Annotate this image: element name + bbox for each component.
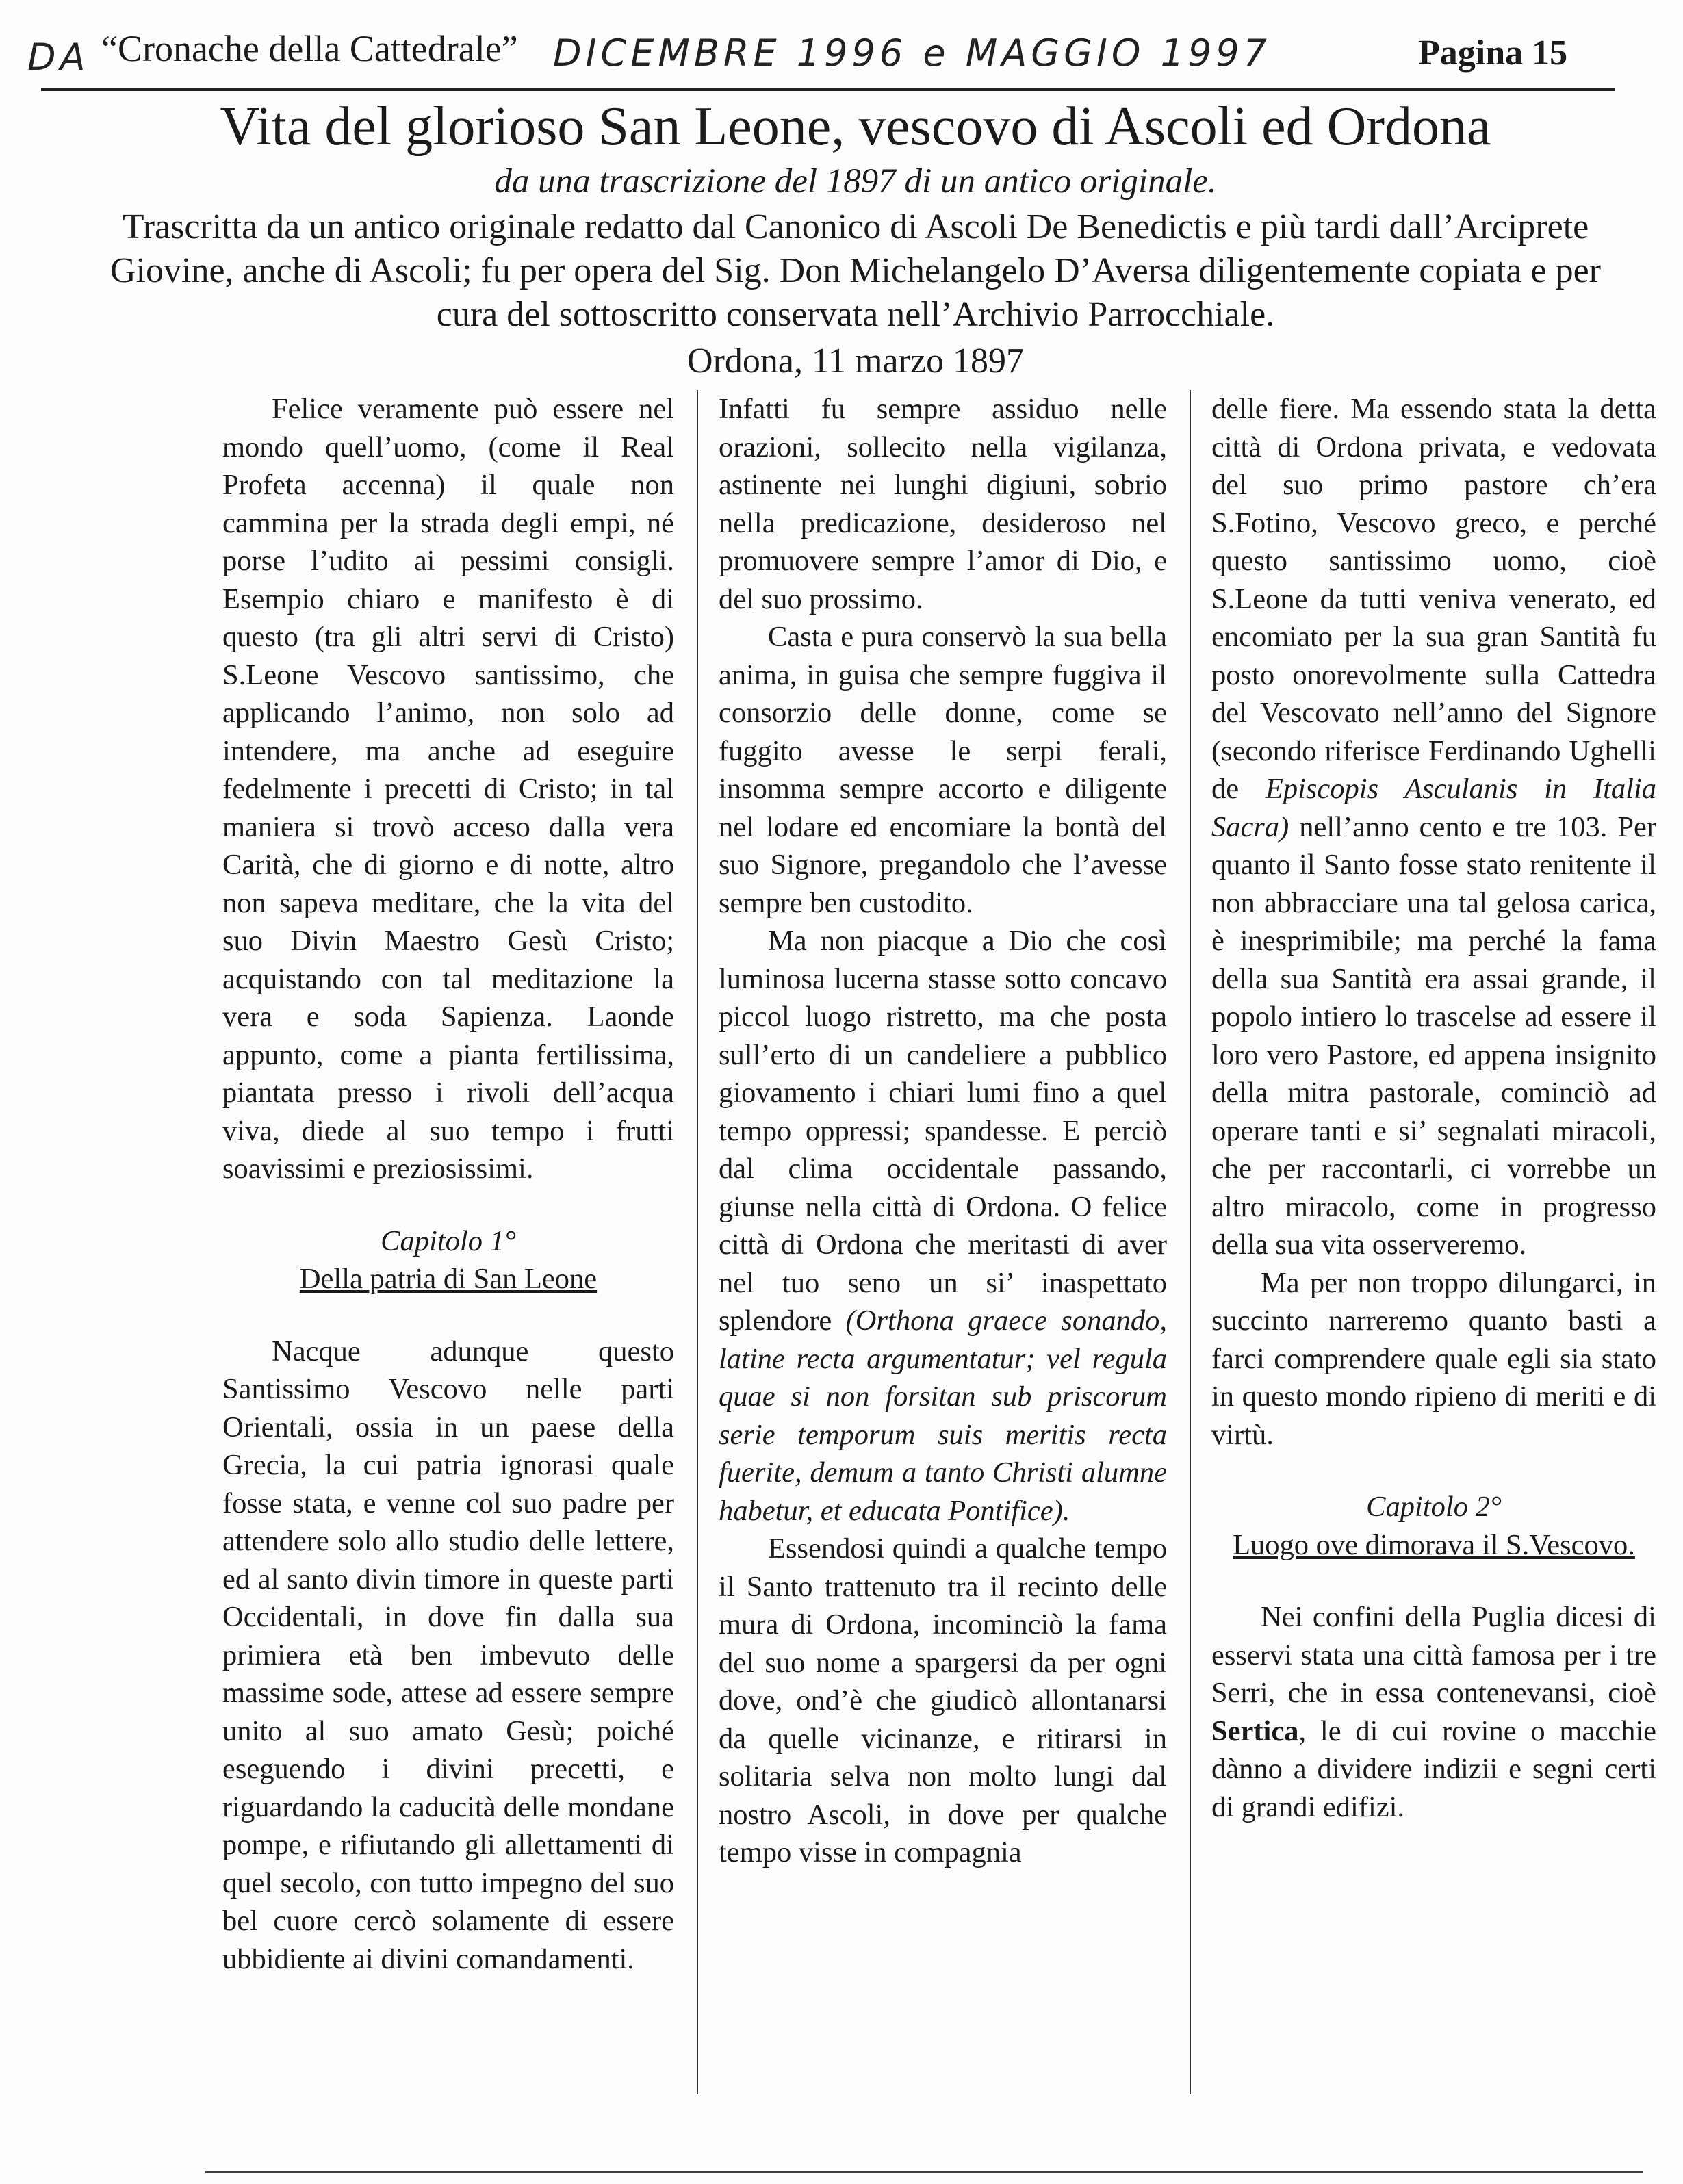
chapter-1-subtitle: Della patria di San Leone (299, 1263, 598, 1295)
article-subtitle: da una trascrizione del 1897 di un antico originale. (494, 162, 1217, 201)
column-3 (1211, 390, 1656, 1826)
paragraph: Ma per non troppo dilungarci, in succinto narreremo quanto basti a farci comprendere quale egli sia stato in questo mondo ripieno di meriti e di virtù. (1211, 1266, 1656, 1451)
publication-name: “Cronache della Cattedrale” (101, 28, 518, 69)
article-dateline: Ordona, 11 marzo 1897 (687, 342, 1024, 381)
paragraph: Essendosi quindi a qualche tempo il Santo trattenuto tra il recinto delle mura di Ordona, incominciò la fama del suo nome a spargersi da per ogni dove, ond’è che giudicò allontanarsi da quelle vicinanze, e ritirarsi in solitaria selva non molto lungi dal nostro Ascoli, in dove per qualche tempo visse in compagnia (719, 1532, 1167, 1868)
paragraph (1211, 390, 1656, 1264)
paragraph-text: nell’anno cento e tre 103. Per quanto il Santo fosse stato renitente il non abbracciare una tal gelosa carica, è inesprimibile; ma perché la fama della sua Santità era assai grande, il popolo intiero lo trascelse ad essere il loro vero Pastore, ed appena insignito della mitra pastorale, cominciò ad operare tanti e si’ segnalati miracoli, che per raccontarli, ci vorrebbe un altro miracolo, come in progresso della sua vita osserveremo. (1211, 810, 1656, 1261)
paragraph: Infatti fu sempre assiduo nelle orazioni, sollecito nella vigilanza, astinente nei lunghi digiuni, sobrio nella predicazione, desideroso nel promuovere sempre l’amor di Dio, e del suo prossimo. (719, 393, 1167, 615)
column-1 (222, 390, 674, 1978)
bold-term: Sertica (1211, 1714, 1299, 1747)
chapter-1-title: Capitolo 1° (381, 1224, 516, 1257)
paragraph: Casta e pura conservò la sua bella anima, in guisa che sempre fuggiva il consorzio delle donne, come se fuggito avesse le serpi ferali, insomma sempre accorto e diligente nel lodare ed encomiare la bontà del suo Signore, pregandolo che l’avesse sempre ben custodito. (719, 621, 1167, 919)
header-rule (41, 88, 1615, 91)
footer-rule (205, 2171, 1643, 2173)
article-intro: Trascritta da un antico originale redatto dal Canonico di Ascoli De Benedictis e più tardi dall’Arciprete Giovine, anche di Ascoli; fu per opera del Sig. Don Michelangelo D’Aversa diligentemente copiata e per cura del sottoscritto conservata nell’Archivio Parrocchiale. (110, 207, 1601, 334)
chapter-2-subtitle: Luogo ove dimorava il S.Vescovo. (1233, 1528, 1635, 1561)
latin-quote: (Orthona graece sonando, latine recta argumentatur; vel regula quae si non forsitan sub priscorum serie temporum suis meritis recta fuerite, demum a tanto Christi alumne habetur, et educata Pontifice). (719, 1305, 1167, 1527)
paragraph (719, 922, 1167, 1530)
column-divider-1 (697, 390, 698, 2094)
paragraph: Nacque adunque questo Santissimo Vescovo nelle parti Orientali, ossia in un paese della Grecia, la cui patria ignorasi quale fosse stata, e venne col suo padre per attendere solo allo studio delle lettere, ed al santo divin timore in queste parti Occidentali, in dove fin dalla sua primiera età ben imbevuto delle massime sode, attese ad essere sempre unito al suo amato Gesù; poiché eseguendo i divini precetti, e riguardando la caducità delle mondane pompe, e rifiutando gli allettamenti di quel secolo, con tutto impegno del suo bel cuore cercò solamente di essere ubbidiente ai divini comandamenti. (222, 1335, 674, 1975)
paragraph-text: delle fiere. Ma essendo stata la detta città di Ordona privata, e vedovata del suo primo pastore ch’era S.Fotino, Vescovo greco, e perché questo santissimo uomo, cioè S.Leone da tutti veniva venerato, ed encomiato per la sua gran Santità fu posto onorevolmente sulla Cattedra del Vescovato nell’anno del Signore (secondo riferisce Ferdinando Ughelli de (1211, 393, 1656, 805)
paragraph-text: Nei confini della Puglia dicesi di esservi stata una città famosa per i tre Serri, che in essa contenevansi, cioè (1211, 1601, 1656, 1709)
chapter-2-title: Capitolo 2° (1366, 1491, 1502, 1523)
handwritten-prefix: DA (27, 36, 90, 79)
column-2 (719, 390, 1167, 1872)
paragraph: Felice veramente può essere nel mondo quell’uomo, (come il Real Profeta accenna) il quale non cammina per la strada degli empi, né porse l’udito ai pessimi consigli. Esempio chiaro e manifesto è di questo (tra gli altri servi di Cristo) S.Leone Vescovo santissimo, che applicando l’animo, non solo ad intendere, ma anche ad eseguire fedelmente i precetti di Cristo; in tal maniera si trovò acceso dalla vera Carità, che di giorno e di notte, altro non sapeva meditare, che la vita del suo Divin Maestro Gesù Cristo; acquistando con tal meditazione la vera e soda Sapienza. Laonde appunto, come a pianta fertilissima, piantata presso i rivoli dell’acqua viva, diede al suo tempo i frutti soavissimi e preziosissimi. (222, 393, 674, 1185)
handwritten-date: DICEMBRE 1996 e MAGGIO 1997 (553, 31, 1271, 75)
paragraph (1211, 1598, 1656, 1826)
page-number: Pagina 15 (1418, 34, 1568, 73)
citation-italic: Episcopis Asculanis in Italia Sacra) (1211, 773, 1657, 843)
column-divider-2 (1190, 390, 1191, 2094)
paragraph-text: , le di cui rovine o macchie dànno a dividere indizii e segni certi di grandi edifizi. (1211, 1714, 1656, 1823)
article-title: Vita del glorioso San Leone, vescovo di Ascoli ed Ordona (220, 97, 1491, 157)
paragraph-text: Ma non piacque a Dio che così luminosa lucerna stasse sotto concavo piccol luogo ristretto, ma che posta sull’erto di un candeliere a pubblico giovamento i chiari lumi fino a quel tempo oppressi; spandesse. E perciò dal clima occidentale passando, giunse nella città di Ordona. O felice città di Ordona che meritasti di aver nel tuo seno un si’ inaspettato splendore (719, 925, 1167, 1337)
